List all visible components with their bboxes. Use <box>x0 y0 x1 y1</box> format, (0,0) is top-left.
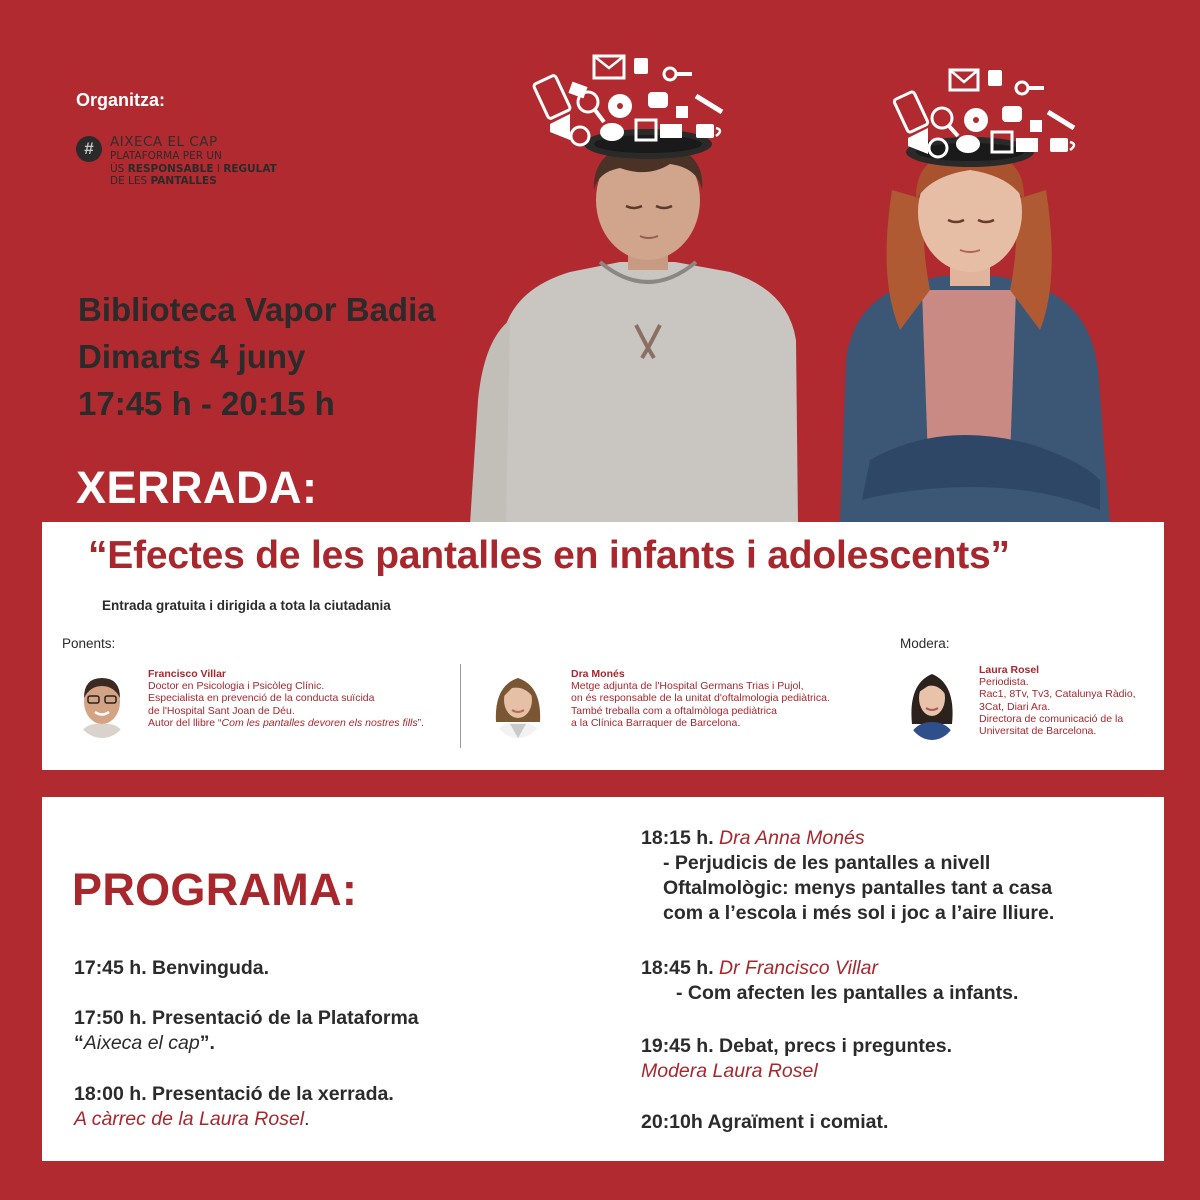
speaker-divider <box>460 664 461 748</box>
program-item: 17:50 h. Presentació de la Plataforma “Aixeca el cap”. <box>74 1007 419 1054</box>
moderator-laura-rosel: Laura Rosel Periodista. Rac1, 8Tv, Tv3, Catalunya Ràdio, 3Cat, Diari Ara. Directora de comunicació de la Universitat de Barcelona. <box>979 664 1136 738</box>
organizer-label: Organitza: <box>76 90 166 110</box>
program-heading: PROGRAMA: <box>72 864 358 915</box>
program-item: 17:45 h. Benvinguda. <box>74 957 270 979</box>
avatar-dra-mones <box>490 666 546 738</box>
speaker-name: Dra Monés <box>571 668 625 680</box>
moderator-name: Laura Rosel <box>979 664 1040 676</box>
entry-note: Entrada gratuita i dirigida a tota la ciutadania <box>102 598 391 613</box>
speakers-label: Ponents: <box>62 636 116 651</box>
organizer-logo <box>76 134 277 188</box>
talk-heading: XERRADA: <box>76 462 318 513</box>
event-date: Dimarts 4 juny <box>78 338 306 375</box>
event-time: 17:45 h - 20:15 h <box>78 385 335 422</box>
moderator-label: Modera: <box>900 636 950 651</box>
venue-name: Biblioteca Vapor Badia <box>78 291 436 328</box>
speaker-dra-mones: Dra Monés Metge adjunta de l'Hospital Germans Trias i Pujol, on és responsable de la unitat d'oftalmologia pediàtrica. També treballa com a oftalmòloga pediàtrica a la Clínica Barraquer de Barcelona. <box>571 668 830 729</box>
program-item: 18:15 h. Dra Anna Monés - Perjudicis de les pantalles a nivell Oftalmològic: menys pantalles tant a casa com a l’escola i més sol i joc a l’aire lliure. <box>641 827 1055 924</box>
avatar-laura-rosel <box>904 664 960 740</box>
program-item: 18:00 h. Presentació de la xerrada. A càrrec de la Laura Rosel. <box>74 1083 394 1130</box>
program-item: 18:45 h. Dr Francisco Villar - Com afecten les pantalles a infants. <box>641 957 1019 1004</box>
logo-line: PLATAFORMA PER UN <box>110 150 222 162</box>
logo-line: DE LES PANTALLES <box>110 175 217 187</box>
logo-title: AIXECA EL CAP <box>110 134 218 150</box>
program-item: 19:45 h. Debat, precs i preguntes. Modera Laura Rosel <box>641 1035 953 1082</box>
logo-line: ÚS RESPONSABLE I REGULAT <box>110 162 277 175</box>
hashtag-icon: # <box>76 136 102 162</box>
boy-figure <box>470 129 798 524</box>
logo-text <box>110 134 277 188</box>
event-info <box>78 286 436 427</box>
avatar-francisco-villar <box>74 672 130 738</box>
children-illustration <box>470 40 1170 524</box>
program-item: 20:10h Agraïment i comiat. <box>641 1111 889 1133</box>
girl-figure <box>840 137 1110 524</box>
speaker-francisco-villar: Francisco Villar Doctor en Psicologia i Psicòleg Clínic. Especialista en prevenció de la conducta suïcida de l'Hospital Sant Joan de Déu. Autor del llibre “Com les pantalles devoren els nostres fills”. <box>148 668 425 729</box>
speaker-name: Francisco Villar <box>148 668 227 680</box>
talk-title: “Efectes de les pantalles en infants i adolescents” <box>88 534 1010 577</box>
